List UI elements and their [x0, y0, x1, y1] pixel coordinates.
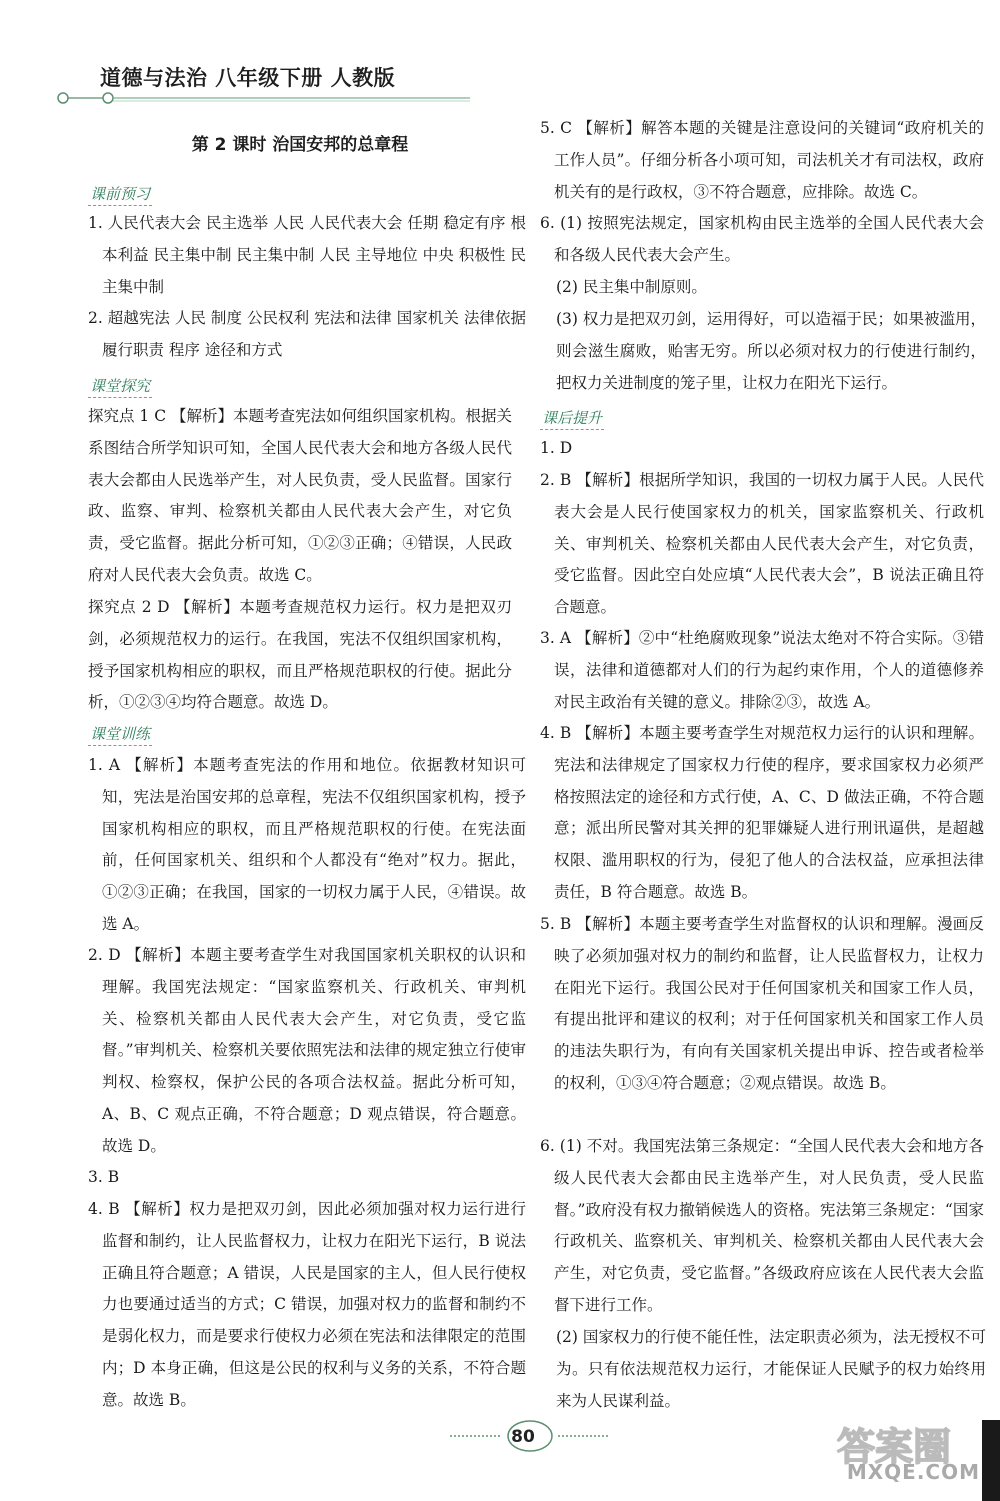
section-after: 课后提升 — [540, 407, 604, 430]
watermark-logo — [832, 1415, 982, 1501]
header-decorative-line — [55, 88, 470, 108]
section-training: 课堂训练 — [88, 723, 152, 746]
watermark-url: MXQE.COM — [846, 1460, 980, 1484]
lesson-title: 第 2 课时 治国安邦的总章程 — [191, 135, 409, 155]
section-preview: 课前预习 — [88, 183, 152, 206]
preview-item-2: 2. 超越宪法 人民 制度 公民权利 宪法和法律 国家机关 法律依据 履行职责 程序 途径和方式 — [88, 309, 526, 359]
training-item-2: 2. D 【解析】本题主要考查学生对我国国家机关职权的认识和理解。我国宪法规定：“国家监察机关、行政机关、审判机关、检察机关都由人民代表大会产生，对它负责，受它监督。”审判机关、检察机关要依照宪法和法律的规定独立行使审判权、检察权，保护公民的各项合法权益。据此分析可知，A、B、C 观点正确，不符合题意；D 观点错误，符合题意。故选 D。 — [88, 946, 526, 1155]
training-item-6: 6. (1) 按照宪法规定，国家机构由民主选举的全国人民代表大会和各级人民代表大会产生。 — [540, 214, 984, 264]
explore-item-2: 探究点 2 D 【解析】本题考查规范权力运行。权力是把双刃剑，必须规范权力的运行。在我国，宪法不仅组织国家机构，授予国家机构相应的职权，而且严格规范职权的行使。据此分析，①②③④均符合题意。故选 D。 — [88, 598, 512, 712]
training-item-6-sub-3: (3) 权力是把双刃剑，运用得好，可以造福于民；如果被滥用，则会滋生腐败，贻害无穷。所以必须对权力的行使进行制约，把权力关进制度的笼子里，让权力在阳光下运行。 — [556, 310, 986, 392]
training-item-6-sub-2: (2) 民主集中制原则。 — [556, 278, 707, 296]
after-item-4: 4. B 【解析】本题主要考查学生对规范权力运行的认识和理解。宪法和法律规定了国家权力行使的程序，要求国家权力必须严格按照法定的途径和方式行使，A、C、D 做法正确，不符合题意；派出所民警对其关押的犯罪嫌疑人进行刑讯逼供，是超越权限、滥用职权的行为，侵犯了他人的合法权益，应承担法律责任，B 符合题意。故选 B。 — [540, 724, 984, 901]
after-item-6: 6. (1) 不对。我国宪法第三条规定：“全国人民代表大会和地方各级人民代表大会都由民主选举产生，对人民负责，受人民监督。”政府没有权力撤销候选人的资格。宪法第三条规定：“国家行政机关、监察机关、审判机关、检察机关都由人民代表大会产生，对它负责，受它监督。”各级政府应该在人民代表大会监督下进行工作。 — [540, 1137, 984, 1314]
training-item-4: 4. B 【解析】权力是把双刃剑，因此必须加强对权力运行进行监督和制约，让人民监督权力，让权力在阳光下运行，B 说法正确且符合题意；A 错误，人民是国家的主人，但人民行使权力也要通过适当的方式；C 错误，加强对权力的监督和制约不是弱化权力，而是要求行使权力必须在宪法和法律限定的范围内；D 本身正确，但这是公民的权利与义务的关系，不符合题意。故选 B。 — [88, 1200, 526, 1409]
training-item-1: 1. A 【解析】本题考查宪法的作用和地位。依据教材知识可知，宪法是治国安邦的总章程，宪法不仅组织国家机构，授予国家机构相应的职权，而且严格规范职权的行使。在宪法面前，任何国家机关、组织和个人都没有“绝对”权力。据此，①②③正确；在我国，国家的一切权力属于人民，④错误。故选 A。 — [88, 756, 526, 933]
page-edge-shadow — [982, 1420, 1000, 1501]
svg-text:答案圈: 答案圈 — [837, 1425, 952, 1469]
after-item-2: 2. B 【解析】根据所学知识，我国的一切权力属于人民。人民代表大会是人民行使国家权力的机关，国家监察机关、行政机关、审判机关、检察机关都由人民代表大会产生，对它负责，受它监督。因此空白处应填“人民代表大会”，B 说法正确且符合题意。 — [540, 471, 984, 617]
training-item-3: 3. B — [88, 1168, 120, 1186]
after-item-1: 1. D — [540, 439, 573, 457]
explore-item-1: 探究点 1 C 【解析】本题考查宪法如何组织国家机构。根据关系图结合所学知识可知，全国人民代表大会和地方各级人民代表大会都由人民选举产生，对人民负责，受人民监督。国家行政、监察、审判、检察机关都由人民代表大会产生，对它负责，受它监督。据此分析可知，①②③正确；④错误，人民政府对人民代表大会负责。故选 C。 — [88, 407, 513, 584]
training-item-5: 5. C 【解析】解答本题的关键是注意设问的关键词“政府机关的工作人员”。仔细分析各小项可知，司法机关才有司法权，政府机关有的是行政权，③不符合题意，应排除。故选 C。 — [540, 119, 984, 201]
section-explore: 课堂探究 — [88, 375, 152, 398]
header-title: 道德与法治 八年级下册 人教版 — [100, 66, 396, 90]
preview-item-1: 1. 人民代表大会 民主选举 人民 人民代表大会 任期 稳定有序 根本利益 民主集中制 民主集中制 人民 主导地位 中央 积极性 民主集中制 — [88, 214, 526, 296]
after-item-5: 5. B 【解析】本题主要考查学生对监督权的认识和理解。漫画反映了必须加强对权力的制约和监督，让人民监督权力，让权力在阳光下运行。我国公民对于任何国家机关和国家工作人员，有提出批评和建议的权利；对于任何国家机关和国家工作人员的违法失职行为，有向有关国家机关提出申诉、控告或者检举的权利，①③④符合题意；②观点错误。故选 B。 — [540, 915, 984, 1092]
after-item-3: 3. A 【解析】②中“杜绝腐败现象”说法太绝对不符合实际。③错误，法律和道德都对人们的行为起约束作用，个人的道德修养对民主政治有关键的意义。排除②③，故选 A。 — [540, 629, 984, 711]
after-item-6-sub-2: (2) 国家权力的行使不能任性，法定职责必须为，法无授权不可为。只有依法规范权力运行，才能保证人民赋予的权力始终用来为人民谋利益。 — [556, 1328, 986, 1410]
page-number: 80 — [511, 1427, 535, 1447]
